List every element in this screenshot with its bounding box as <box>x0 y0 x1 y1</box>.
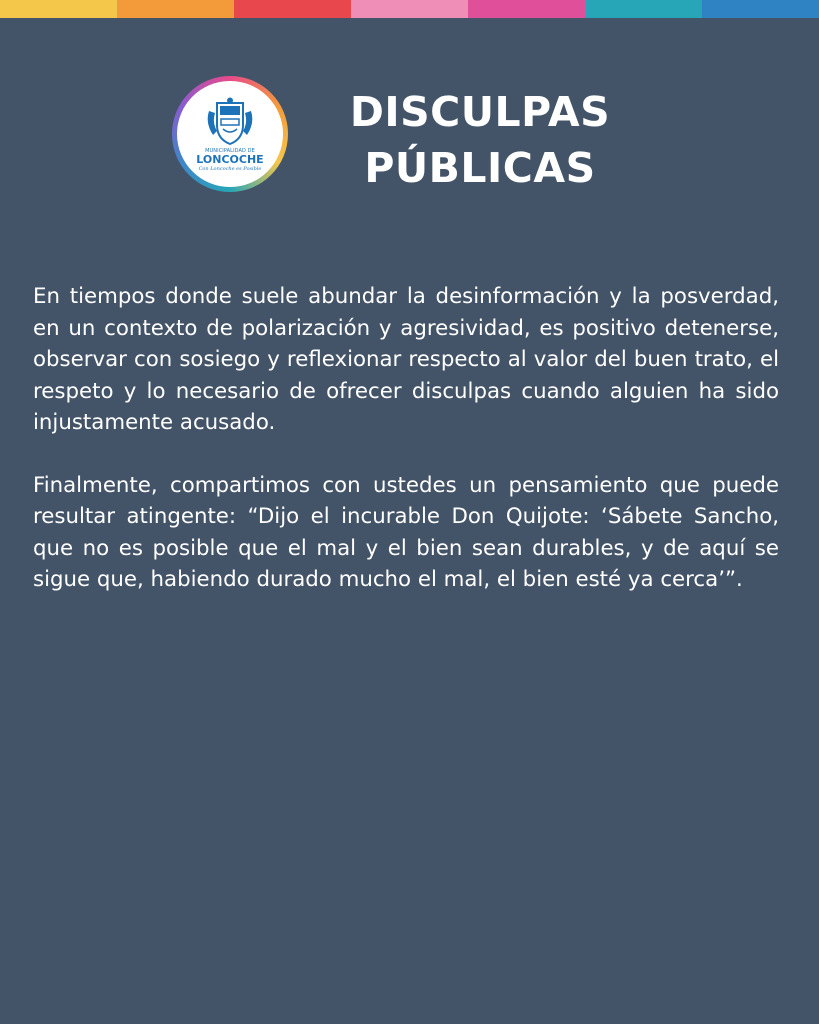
color-stripe-bar <box>0 0 819 18</box>
stripe-magenta <box>468 0 585 18</box>
page-title <box>320 84 640 196</box>
stripe-yellow <box>0 0 117 18</box>
logo-motto: Con Loncoche es Posible <box>198 166 262 172</box>
title-line-1: DISCULPAS <box>349 88 611 136</box>
title-line-2: PÚBLICAS <box>364 144 596 192</box>
header <box>0 60 819 220</box>
logo-name: LONCOCHE <box>196 153 264 166</box>
stripe-light-pink <box>351 0 468 18</box>
municipal-crest-icon <box>203 97 257 147</box>
paragraph-2: Finalmente, compartimos con ustedes un pensamiento que puede resultar atingente: “Dijo el incurable Don Quijote: ‘Sábete Sancho, que no es posible que el mal y el bien sean durables, y de aquí se sigue que, habiendo durado mucho el mal, el bien esté ya cerca’”. <box>33 472 779 592</box>
logo-badge <box>177 81 283 187</box>
stripe-orange <box>117 0 234 18</box>
stripe-red <box>234 0 351 18</box>
paragraph-1: En tiempos donde suele abundar la desinformación y la posverdad, en un contexto de polarización y agresividad, es positivo detenerse, observar con sosiego y reflexionar respecto al valor del buen trato, el respeto y lo necesario de ofrecer disculpas cuando alguien ha sido injustamente acusado. <box>33 284 779 435</box>
stripe-teal <box>585 0 702 18</box>
municipality-logo <box>172 76 288 192</box>
stripe-blue <box>702 0 819 18</box>
logo-subtitle: MUNICIPALIDAD DE <box>205 148 255 154</box>
statement-body <box>33 281 779 596</box>
